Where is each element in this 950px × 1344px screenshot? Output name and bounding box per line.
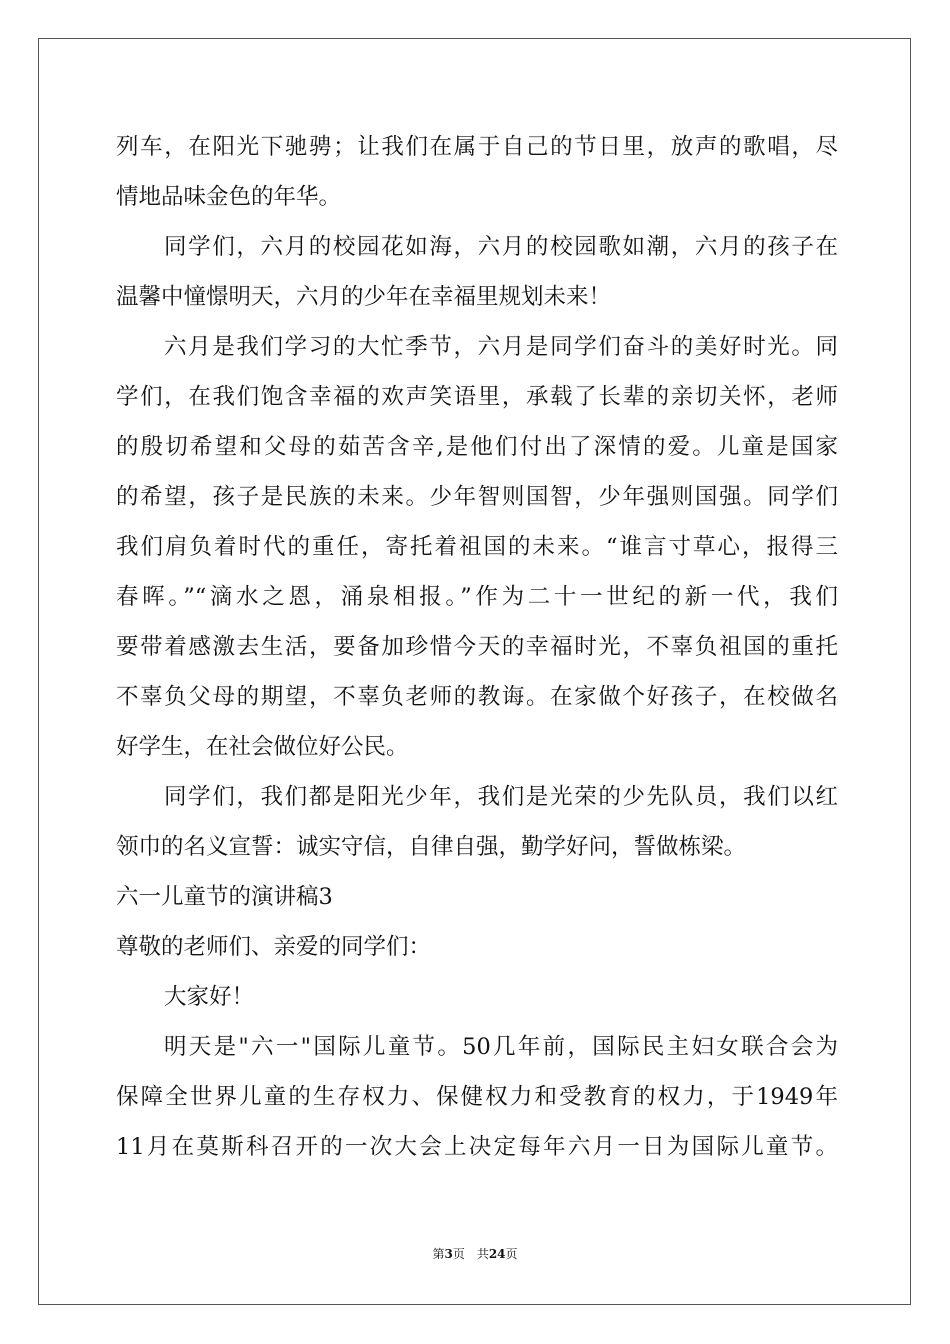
- text-line-7: 的殷切希望和父母的茹苦含辛,是他们付出了深情的爱。儿童是国家: [116, 434, 838, 460]
- greeting: 大家好！: [164, 984, 255, 1010]
- text-line-2: 情地品味金色的年华。: [116, 184, 342, 210]
- text-line-8: 的希望，孩子是民族的未来。少年智则国智，少年强则国强。同学们: [116, 484, 838, 510]
- footer-prefix: 第: [432, 1247, 445, 1261]
- text-line-11: 要带着感激去生活，要备加珍惜今天的幸福时光，不辜负祖国的重托: [116, 634, 838, 660]
- text-line-4: 温馨中憧憬明天，六月的少年在幸福里规划未来！: [116, 284, 612, 310]
- text-line-6: 学们，在我们饱含幸福的欢声笑语里，承载了长辈的亲切关怀，老师: [116, 384, 838, 410]
- text-line-12: 不辜负父母的期望，不辜负老师的教诲。在家做个好孩子，在校做名: [116, 684, 838, 710]
- text-line-9: 我们肩负着时代的重任，寄托着祖国的未来。“谁言寸草心，报得三: [116, 534, 838, 560]
- footer-middle: 页 共: [452, 1247, 489, 1261]
- text-line-15: 领巾的名义宣誓：诚实守信，自律自强，勤学好问，誓做栋梁。: [116, 834, 747, 860]
- document-body: [116, 122, 838, 1172]
- text-line-3: 同学们，六月的校园花如海，六月的校园歌如潮，六月的孩子在: [164, 234, 838, 260]
- text-line-14: 同学们，我们都是阳光少年，我们是光荣的少先队员，我们以红: [164, 784, 838, 810]
- footer-current-page: 3: [444, 1247, 453, 1261]
- text-line-13: 好学生，在社会做位好公民。: [116, 734, 409, 760]
- footer-total-pages: 24: [488, 1247, 506, 1261]
- section-heading: 六一儿童节的演讲稿3: [116, 884, 333, 910]
- page-footer: [0, 1246, 950, 1262]
- text-line-10: 春晖。”“滴水之恩，涌泉相报。”作为二十一世纪的新一代，我们: [116, 584, 838, 610]
- footer-suffix: 页: [505, 1247, 518, 1261]
- text-line-19: 明天是"六一"国际儿童节。50几年前，国际民主妇女联合会为: [164, 1034, 838, 1060]
- salutation: 尊敬的老师们、亲爱的同学们：: [116, 934, 432, 960]
- text-line-1: 列车，在阳光下驰骋；让我们在属于自己的节日里，放声的歌唱，尽: [116, 134, 838, 160]
- text-line-5: 六月是我们学习的大忙季节，六月是同学们奋斗的美好时光。同: [164, 334, 838, 360]
- text-line-21: 11月在莫斯科召开的一次大会上决定每年六月一日为国际儿童节。: [116, 1134, 838, 1160]
- text-line-20: 保障全世界儿童的生存权力、保健权力和受教育的权力，于1949年: [116, 1084, 838, 1110]
